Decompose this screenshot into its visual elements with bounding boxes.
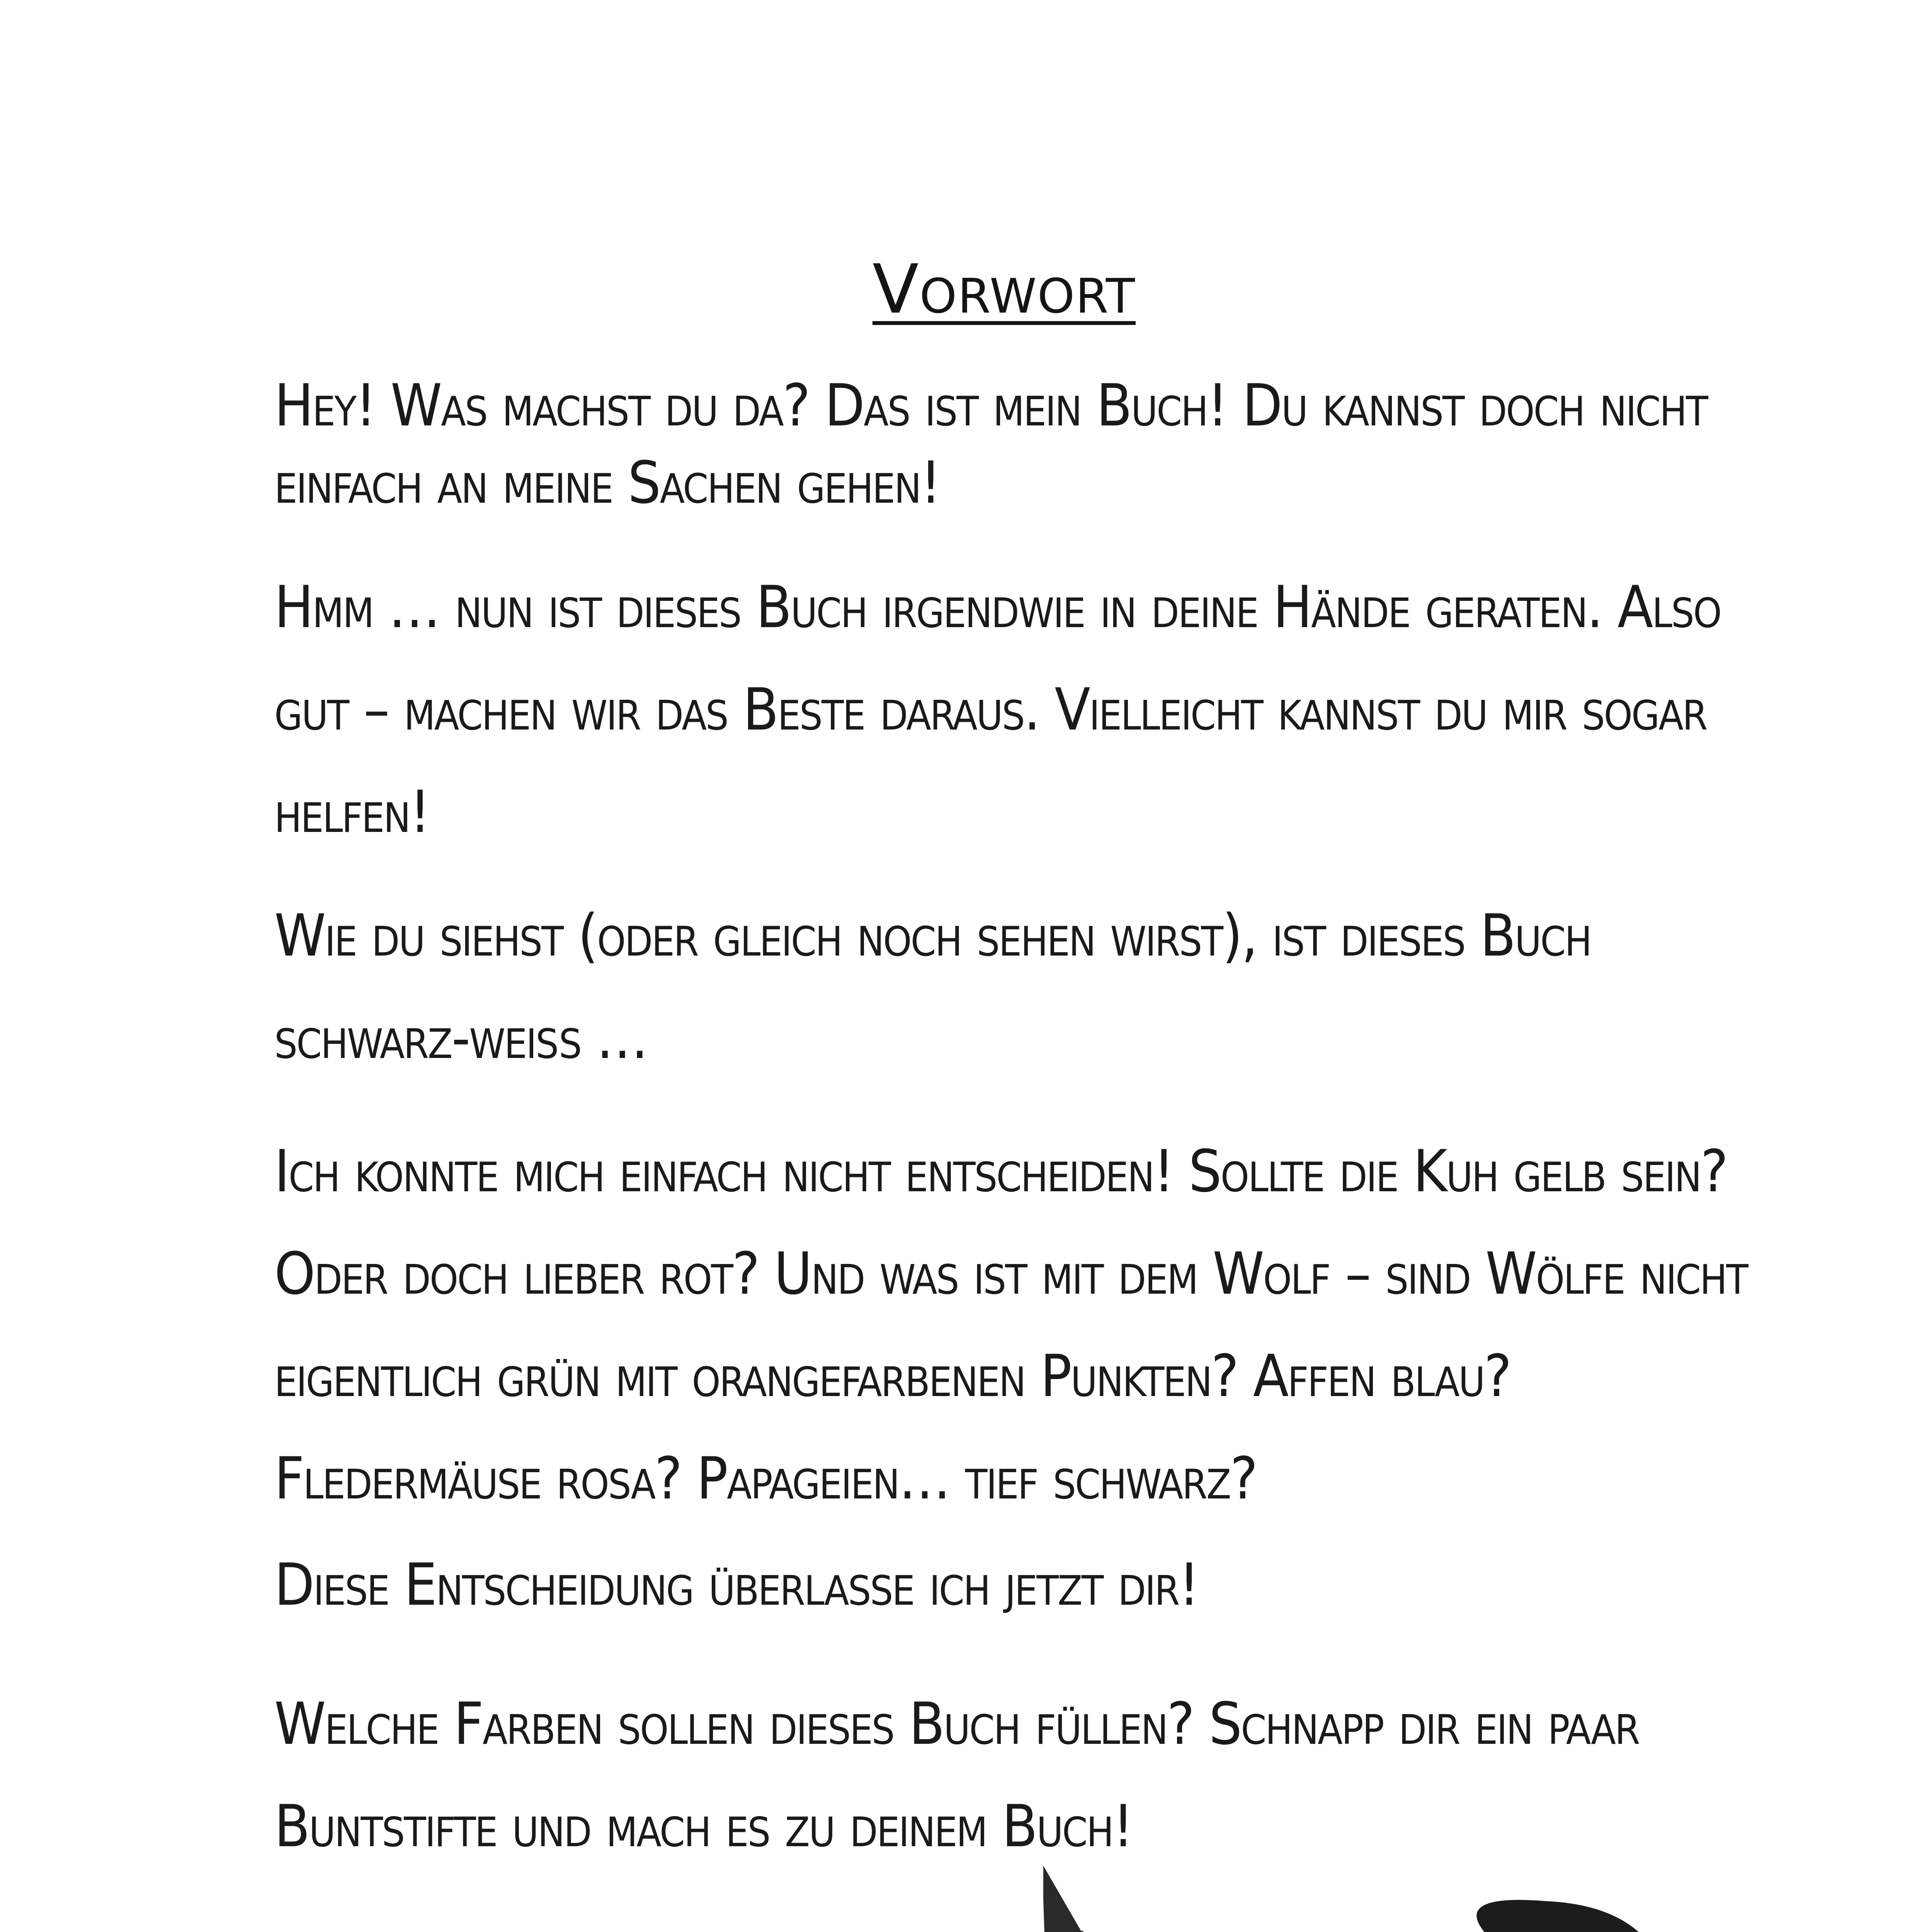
boy-holding-pencil-illustration [1043,1847,1913,1932]
paragraph-decision: Diese Entscheidung überlasse ich jetzt dir! [274,1551,1199,1619]
paragraph-color-questions: Ich konnte mich einfach nicht entscheiden! Sollte die Kuh gelb sein? Oder doch lieber rot? Und was ist mit dem Wolf – sind Wölfe nicht eigentlich grün mit orangefarbenen Punkten? Affen blau? Fledermäuse rosa? Papageien… tief schwarz? [274,1138,1747,1512]
paragraph-crayons: Welche Farben sollen dieses Buch füllen? Schnapp dir ein paar Buntstifte und mach es zu deinem Buch! [274,1690,1639,1860]
page-title: Vorwort [872,250,1136,329]
paragraph-black-white: Wie du siehst (oder gleich noch sehen wirst), ist dieses Buch schwarz-weiß … [274,902,1591,1072]
paragraph-intro: Hey! Was machst du da? Das ist mein Buch! Du kannst doch nicht einfach an meine Sachen gehen! [274,372,1707,517]
paragraph-book-in-hands: Hmm … nun ist dieses Buch irgendwie in deine Hände geraten. Also gut – machen wir das Beste daraus. Vielleicht kannst du mir sogar helfen! [274,574,1721,846]
pencil-icon [1043,1857,1275,1932]
